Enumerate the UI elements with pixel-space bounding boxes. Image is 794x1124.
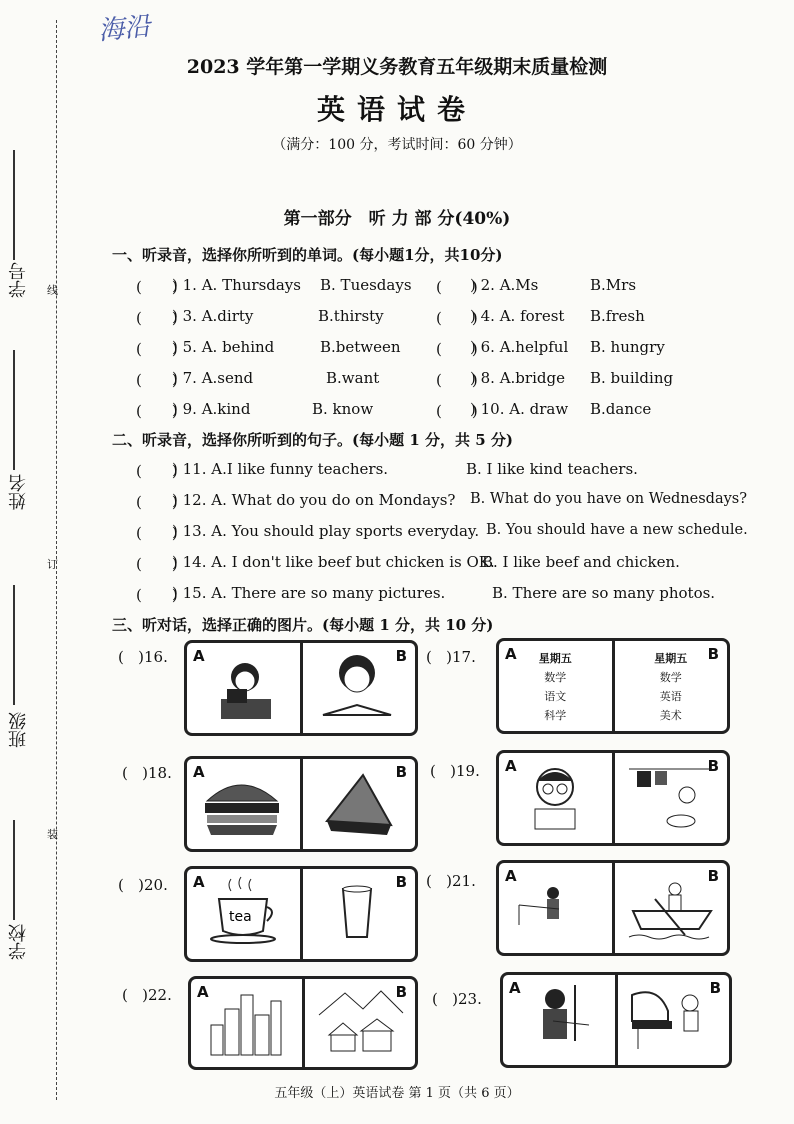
option-b-image[interactable] [300,869,416,959]
option-b-label: B [395,647,407,665]
name-label: 姓名 [8,474,29,510]
class-blank [13,585,15,705]
question-21-number: )21. [446,872,476,890]
mark-ding: 订 [47,558,58,571]
answer-blank-22[interactable]: ( )22. [122,986,172,1004]
question-6: ) 6. A.helpful [470,338,569,356]
question-23-number: )23. [452,990,482,1008]
answer-blank-16[interactable]: ( )16. [118,648,168,666]
question-20-number: )20. [138,876,168,894]
answer-blank[interactable]: ( ) [436,278,478,296]
question-6-option-b: B. hungry [590,338,665,356]
student-no-label: 学号 [8,262,29,298]
option-a-image[interactable] [191,979,302,1067]
question-10: ) 10. A. draw [470,400,569,418]
answer-blank[interactable]: ( ) [436,340,478,358]
option-b-label: B [709,979,721,997]
picture-box-22 [188,976,418,1070]
answer-blank[interactable]: ( ) [136,524,178,542]
erhu-player-icon [513,981,603,1057]
question-12-option-b: B. What do you have on Wednesdays? [470,491,748,507]
schedule-subject: 科学 [544,709,567,722]
picture-box-18 [184,756,418,852]
answer-blank[interactable]: ( ) [136,586,178,604]
question-18-number: )18. [142,764,172,782]
answer-blank-19[interactable]: ( )19. [430,762,480,780]
schedule-a [499,649,612,725]
picture-box-19 [496,750,730,846]
boy-at-computer-icon [197,649,287,725]
schedule-subject: 数学 [659,671,682,684]
sandwich-icon [313,765,403,841]
question-4-option-b: B.fresh [590,307,645,325]
mark-zhuang: 装 [47,828,58,841]
option-a-image[interactable] [187,759,300,849]
answer-blank[interactable]: ( ) [436,402,478,420]
question-7-option-b: B.want [326,369,380,387]
tea-label: tea [229,909,252,925]
schedule-subject: 数学 [544,671,567,684]
option-a-label: A [505,645,517,663]
tea-cup-icon [197,875,287,951]
question-16-number: )16. [138,648,168,666]
option-b-label: B [395,763,407,781]
answer-blank[interactable]: ( ) [136,278,178,296]
picture-box-20 [184,866,418,962]
boy-reading-icon [313,649,403,725]
picture-box-16 [184,640,418,736]
section-3-heading: 三、听对话，选择正确的图片。(每小题 1 分，共 10 分) [112,616,494,634]
page-footer: 五年级（上）英语试卷 第 1 页（共 6 页） [274,1086,520,1101]
section-2-heading: 二、听录音，选择你所听到的句子。(每小题 1 分，共 5 分) [112,431,513,449]
question-15-option-b: B. There are so many photos. [492,584,716,602]
option-b-label: B [395,873,407,891]
question-10-option-b: B.dance [590,400,652,418]
question-4: ) 4. A. forest [470,307,565,325]
answer-blank[interactable]: ( ) [136,493,178,511]
question-5: ) 5. A. behind [172,338,275,356]
question-3: ) 3. A.dirty [172,307,254,325]
answer-blank[interactable]: ( ) [136,340,178,358]
answer-blank-17[interactable]: ( )17. [426,648,476,666]
answer-blank[interactable]: ( ) [436,371,478,389]
question-14: ) 14. A. I don't like beef but chicken is OK. [172,553,495,571]
question-22-number: )22. [142,986,172,1004]
question-7: ) 7. A.send [172,369,254,387]
option-b-image[interactable] [612,753,728,843]
question-1: ) 1. A. Thursdays [172,276,301,294]
option-b-label: B [707,867,719,885]
answer-blank-23[interactable]: ( )23. [432,990,482,1008]
question-13-option-b: B. You should have a new schedule. [486,522,748,538]
option-a-label: A [505,867,517,885]
option-a-label: A [193,763,205,781]
option-b-label: B [707,645,719,663]
option-a-image[interactable] [503,975,615,1065]
picture-box-23 [500,972,732,1068]
answer-blank[interactable]: ( ) [136,402,178,420]
schedule-day: 星期五 [654,652,688,665]
answer-blank[interactable]: ( ) [136,462,178,480]
question-19-number: )19. [450,762,480,780]
question-9-option-b: B. know [312,400,374,418]
hamburger-icon [197,765,287,841]
city-skyline-icon [201,985,291,1061]
schedule-subject: 美术 [659,709,682,722]
exam-info: （满分：100 分，考试时间：60 分钟） [272,137,522,153]
answer-blank-18[interactable]: ( )18. [122,764,172,782]
exam-title: 英语试卷 [316,93,477,126]
question-11: ) 11. A.I like funny teachers. [172,460,389,478]
option-a-image[interactable] [499,863,612,953]
option-a-label: A [193,873,205,891]
class-label: 班级 [8,712,29,748]
question-15: ) 15. A. There are so many pictures. [172,584,446,602]
question-2: ) 2. A.Ms [470,276,539,294]
option-a-label: A [505,757,517,775]
handwritten-note: 海沿 [96,11,152,47]
exam-heading: 2023 学年第一学期义务教育五年级期末质量检测 [186,56,608,78]
option-b-image[interactable] [612,863,728,953]
question-8: ) 8. A.bridge [470,369,565,387]
option-b-image[interactable] [302,979,416,1067]
question-5-option-b: B.between [320,338,401,356]
question-17-number: )17. [446,648,476,666]
question-13: ) 13. A. You should play sports everyday. [172,522,480,540]
answer-blank[interactable]: ( ) [436,309,478,327]
school-label: 学校 [8,924,29,960]
answer-blank[interactable]: ( ) [136,555,178,573]
mark-xian: 线 [47,284,58,297]
question-3-option-b: B.thirsty [318,307,384,325]
answer-blank[interactable]: ( ) [136,371,178,389]
option-a-label: A [197,983,209,1001]
option-a-image[interactable] [187,869,300,959]
question-8-option-b: B. building [590,369,674,387]
question-2-option-b: B.Mrs [590,276,637,294]
option-a-label: A [193,647,205,665]
part-one-heading: 第一部分 听 力 部 分(40%) [283,209,511,229]
picture-box-17 [496,638,730,734]
option-b-image[interactable] [300,759,416,849]
option-a-schedule[interactable] [499,641,612,731]
schedule-subject: 语文 [544,690,567,703]
schedule-subject: 英语 [659,690,682,703]
question-11-option-b: B. I like kind teachers. [466,460,638,478]
answer-blank-21[interactable]: ( )21. [426,872,476,890]
piano-player-icon [628,981,718,1057]
village-houses-icon [315,985,405,1061]
schedule-b [615,649,728,725]
question-14-option-b: B. I like beef and chicken. [482,553,680,571]
boy-with-glasses-icon [509,759,599,835]
option-a-image[interactable] [187,643,300,733]
question-9: ) 9. A.kind [172,400,251,418]
option-b-schedule[interactable] [612,641,728,731]
answer-blank-20[interactable]: ( )20. [118,876,168,894]
answer-blank[interactable]: ( ) [136,309,178,327]
rowing-boat-icon [625,869,715,945]
school-blank [13,820,15,920]
schedule-day: 星期五 [538,652,572,665]
option-b-label: B [395,983,407,1001]
glass-of-water-icon [313,875,403,951]
option-a-label: A [509,979,521,997]
picture-box-21 [496,860,730,956]
option-a-image[interactable] [499,753,612,843]
option-b-image[interactable] [300,643,416,733]
option-b-label: B [707,757,719,775]
name-blank [13,350,15,470]
washing-clothes-icon [625,759,715,835]
question-12: ) 12. A. What do you do on Mondays? [172,491,456,509]
question-1-option-b: B. Tuesdays [320,276,412,294]
fishing-icon [509,869,599,945]
option-b-image[interactable] [615,975,730,1065]
section-1-heading: 一、听录音，选择你所听到的单词。(每小题1分，共10分) [112,246,503,264]
